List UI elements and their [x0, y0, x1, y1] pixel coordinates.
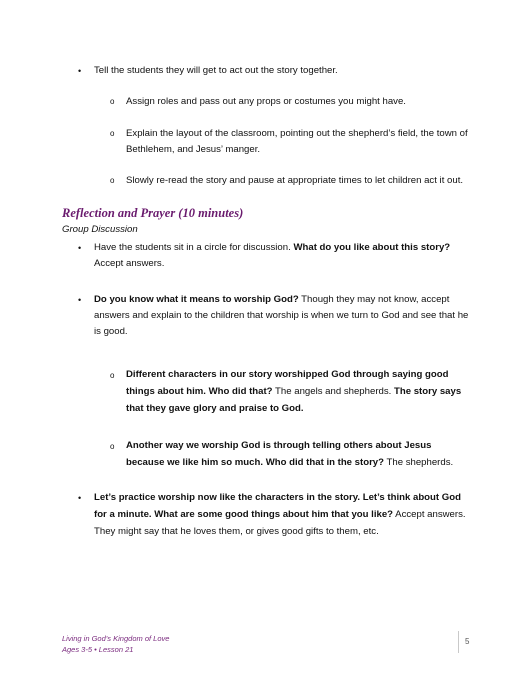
list-item: Tell the students they will get to act out the story together. — [94, 65, 338, 76]
list-item — [126, 384, 461, 400]
section-heading: Reflection and Prayer (10 minutes) — [62, 206, 244, 220]
bold-text: Another way we worship God is through telling others about Jesus — [126, 440, 432, 451]
section-subheading: Group Discussion — [62, 224, 138, 235]
sub-bullet-icon: o — [110, 371, 115, 380]
bold-text: for a minute. What are some good things about him that you like? — [94, 509, 394, 520]
footer-divider — [458, 631, 459, 653]
bullet-icon: • — [78, 66, 82, 76]
plain-text: Though they may not know, accept — [298, 294, 450, 305]
list-item: Slowly re-read the story and pause at appropriate times to let children act it out. — [126, 175, 464, 186]
bold-question: Do you know what it means to worship God? — [94, 294, 299, 305]
footer-title: Living in God’s Kingdom of Love — [62, 634, 170, 643]
plain-text: The shepherds. — [384, 457, 454, 468]
list-item — [94, 490, 461, 506]
list-item — [126, 438, 431, 454]
list-item: Bethlehem, and Jesus’ manger. — [126, 144, 261, 155]
sub-bullet-icon: o — [110, 442, 115, 451]
list-item: Accept answers. — [94, 258, 165, 269]
sub-bullet-icon: o — [110, 97, 115, 106]
list-item: is good. — [94, 326, 128, 337]
bullet-icon: • — [78, 243, 82, 253]
list-item — [94, 292, 449, 308]
sub-bullet-icon: o — [110, 176, 115, 185]
plain-text: The angels and shepherds. — [272, 386, 394, 397]
list-item: answers and explain to the children that worship is when we turn to God and see that he — [94, 310, 469, 321]
list-item: They might say that he loves them, or gives good gifts to them, etc. — [94, 526, 379, 537]
list-item — [94, 240, 450, 256]
bold-text: that they gave glory and praise to God. — [126, 403, 304, 414]
list-item: Assign roles and pass out any props or costumes you might have. — [126, 96, 406, 107]
list-item: Explain the layout of the classroom, pointing out the shepherd’s field, the town of — [126, 128, 468, 139]
plain-text: Accept answers. — [393, 509, 466, 520]
bold-text: Let’s practice worship now like the characters in the story. Let’s think about God — [94, 492, 461, 503]
sub-bullet-icon: o — [110, 129, 115, 138]
plain-text: Have the students sit in a circle for discussion. — [94, 242, 294, 253]
list-item — [94, 507, 466, 523]
list-item — [126, 455, 453, 471]
bold-text: because we like him so much. Who did that in the story? — [126, 457, 385, 468]
bullet-icon: • — [78, 295, 82, 305]
bold-text: Different characters in our story worshipped God through saying good — [126, 369, 449, 380]
list-item — [126, 367, 449, 383]
bold-question: What do you like about this story? — [293, 242, 451, 253]
footer-subtitle: Ages 3-5 • Lesson 21 — [62, 645, 134, 654]
bold-text: things about him. Who did that? — [126, 386, 273, 397]
page-number: 5 — [465, 637, 470, 646]
list-item — [126, 401, 304, 417]
bold-text: The story says — [393, 386, 462, 397]
bullet-icon: • — [78, 493, 82, 503]
